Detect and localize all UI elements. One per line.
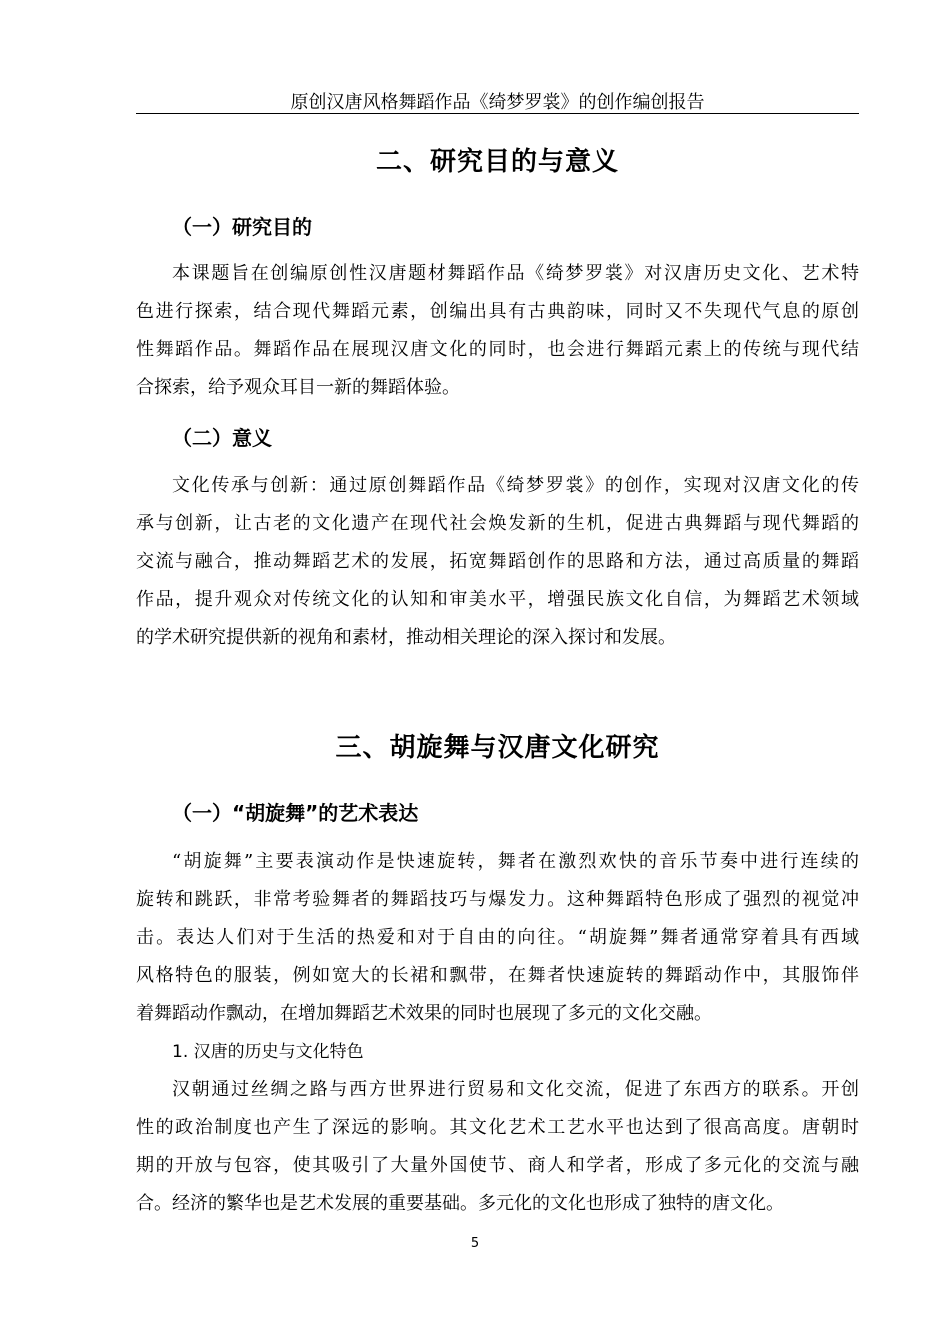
section-title-2: 二、研究目的与意义 [375, 147, 619, 177]
paragraph-line: 合。经济的繁华也是艺术发展的重要基础。多元化的文化也形成了独特的唐文化。 [136, 1193, 784, 1214]
section-title-3: 三、胡旋舞与汉唐文化研究 [335, 733, 660, 763]
paragraph-line: 汉朝通过丝绸之路与西方世界进行贸易和文化交流，促进了东西方的联系。开创 [172, 1079, 859, 1100]
running-header: 原创汉唐风格舞蹈作品《绮梦罗裳》的创作编创报告 [290, 92, 705, 113]
subsection-heading-significance: （二）意义 [172, 426, 272, 450]
paragraph-line: 期的开放与包容，使其吸引了大量外国使节、商人和学者，形成了多元化的交流与融 [136, 1155, 859, 1176]
paragraph-line: “胡旋舞”主要表演动作是快速旋转，舞者在激烈欢快的音乐节奏中进行连续的 [172, 851, 859, 872]
paragraph-line: 合探索，给予观众耳目一新的舞蹈体验。 [136, 377, 460, 398]
header-divider [136, 113, 859, 114]
paragraph-line: 性的政治制度也产生了深远的影响。其文化艺术工艺水平也达到了很高高度。唐朝时 [136, 1117, 859, 1138]
paragraph-line: 承与创新，让古老的文化遗产在现代社会焕发新的生机，促进古典舞蹈与现代舞蹈的 [136, 513, 859, 534]
paragraph-line: 交流与融合，推动舞蹈艺术的发展，拓宽舞蹈创作的思路和方法，通过高质量的舞蹈 [136, 551, 859, 572]
minor-heading-han-tang: 1. 汉唐的历史与文化特色 [172, 1042, 364, 1062]
paragraph-line: 性舞蹈作品。舞蹈作品在展现汉唐文化的同时，也会进行舞蹈元素上的传统与现代结 [136, 339, 859, 360]
paragraph-line: 色进行探索，结合现代舞蹈元素，创编出具有古典韵味，同时又不失现代气息的原创 [136, 301, 859, 322]
paragraph-line: 作品，提升观众对传统文化的认知和审美水平，增强民族文化自信，为舞蹈艺术领域 [136, 589, 859, 610]
paragraph-line: 文化传承与创新：通过原创舞蹈作品《绮梦罗裳》的创作，实现对汉唐文化的传 [172, 475, 859, 496]
paragraph-line: 的学术研究提供新的视角和素材，推动相关理论的深入探讨和发展。 [136, 627, 676, 648]
paragraph-line: 本课题旨在创编原创性汉唐题材舞蹈作品《绮梦罗裳》对汉唐历史文化、艺术特 [172, 263, 859, 284]
subsection-heading-purpose: （一）研究目的 [172, 215, 312, 239]
paragraph-line: 风格特色的服装，例如宽大的长裙和飘带，在舞者快速旋转的舞蹈动作中，其服饰伴 [136, 965, 859, 986]
paragraph-line: 击。表达人们对于生活的热爱和对于自由的向往。“胡旋舞”舞者通常穿着具有西域 [136, 927, 859, 948]
paragraph-line: 旋转和跳跃，非常考验舞者的舞蹈技巧与爆发力。这种舞蹈特色形成了强烈的视觉冲 [136, 889, 859, 910]
paragraph-line: 着舞蹈动作飘动，在增加舞蹈艺术效果的同时也展现了多元的文化交融。 [136, 1003, 712, 1024]
subsection-heading-huxuan: （一）“胡旋舞”的艺术表达 [172, 801, 419, 825]
page-number: 5 [470, 1236, 480, 1251]
